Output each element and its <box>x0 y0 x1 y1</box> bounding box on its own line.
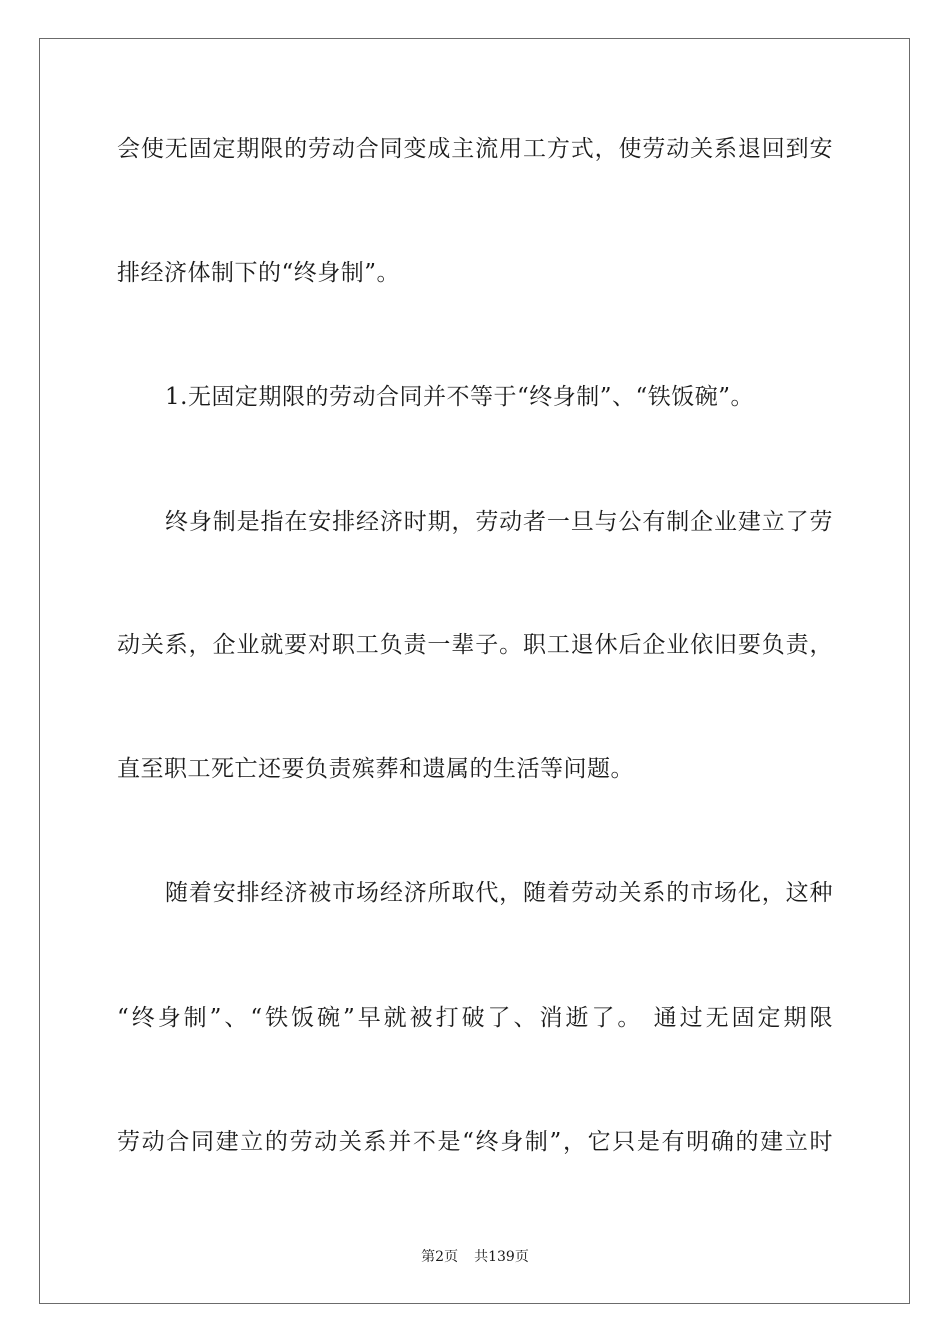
body-line-4: 终身制是指在安排经济时期，劳动者一旦与公有制企业建立了劳 <box>165 509 833 535</box>
body-line-6: 直至职工死亡还要负责殡葬和遗属的生活等问题。 <box>117 756 634 782</box>
page-total: 共139页 <box>474 1249 529 1265</box>
body-line-7: 随着安排经济被市场经济所取代，随着劳动关系的市场化，这种 <box>165 880 833 906</box>
page-border <box>39 38 910 1304</box>
body-line-9: 劳动合同建立的劳动关系并不是“终身制”，它只是有明确的建立时 <box>117 1129 833 1155</box>
list-item-heading: 1.无固定期限的劳动合同并不等于“终身制”、“铁饭碗”。 <box>165 384 754 410</box>
page-footer <box>0 1248 950 1266</box>
page-number: 第2页 <box>421 1249 459 1265</box>
body-line-5: 动关系，企业就要对职工负责一辈子。职工退休后企业依旧要负责， <box>117 632 833 658</box>
body-line-2: 排经济体制下的“终身制”。 <box>117 260 401 286</box>
body-line-1: 会使无固定期限的劳动合同变成主流用工方式，使劳动关系退回到安 <box>117 136 833 162</box>
body-line-8: “终身制”、“铁饭碗”早就被打破了、消逝了。 通过无固定期限 <box>117 1005 833 1031</box>
